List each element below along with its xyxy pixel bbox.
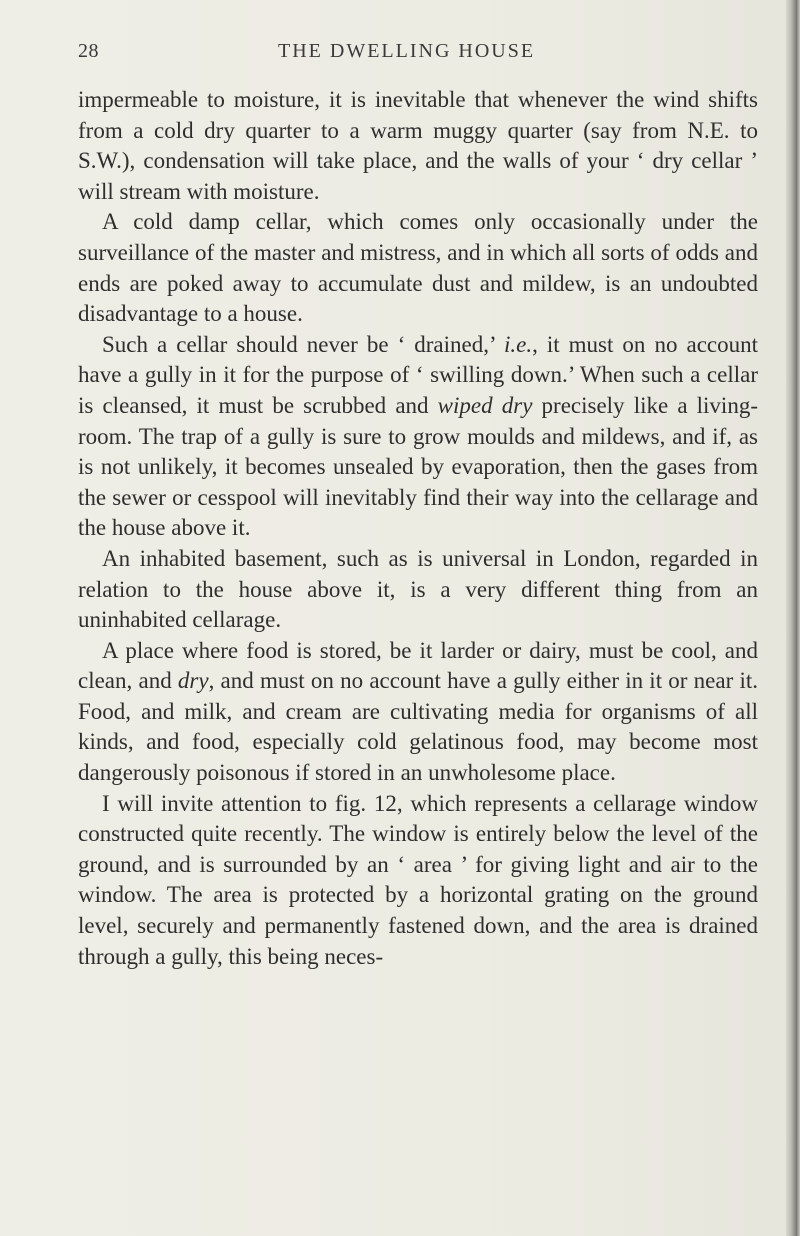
body-text xyxy=(78,85,758,972)
paragraph-3-part-2: , it must on no account have a gully in it for the purpose of ‘ swilling down.’ When such a cellar is cleansed, it must be scrubbed and xyxy=(78,331,758,418)
paragraph-5-part-1: A place where food is stored, be it larder or dairy, must be cool, and clean, and xyxy=(78,637,758,694)
page-number: 28 xyxy=(78,40,99,62)
page-header xyxy=(78,40,758,70)
paragraph-5 xyxy=(78,636,758,789)
paragraph-3-part-1: Such a cellar should never be ‘ drained,’ xyxy=(102,331,504,357)
paragraph-4: An inhabited basement, such as is universal in London, regarded in relation to the house above it, is a very different thing from an uninhabited cellarage. xyxy=(78,545,758,633)
paragraph-1: impermeable to moisture, it is inevitable that whenever the wind shifts from a cold dry quarter to a warm muggy quarter (say from N.E. to S.W.), condensation will take place, and the walls of your ‘ dry cellar ’ will stream with moisture. xyxy=(78,87,758,204)
page-binding-edge xyxy=(786,0,800,1236)
paragraph-2: A cold damp cellar, which comes only occasionally under the surveillance of the master and mistress, and in which all sorts of odds and ends are poked away to accumulate dust and mildew, is an undoubted disadvantage to a house. xyxy=(78,209,758,327)
paragraph-3 xyxy=(78,330,758,544)
paragraph-3-italic-1: i.e. xyxy=(503,331,533,357)
paragraph-5-italic-1: dry xyxy=(177,668,209,694)
paragraph-5-part-2: , and must on no account have a gully either in it or near it. Food, and milk, and cream are cultivating media for organisms of all kinds, and food, especially cold gelatinous food, may become most dangerously poisonous if stored in an unwholesome place. xyxy=(78,668,758,786)
paragraph-3-part-3: precisely like a living-room. The trap of a gully is sure to grow moulds and mildews, and if, as is not unlikely, it becomes unsealed by evaporation, then the gases from the sewer or cesspool will inevitably find their way into the cellarage and the house above it. xyxy=(78,392,758,541)
running-head: THE DWELLING HOUSE xyxy=(278,40,536,62)
paragraph-3-italic-2: wiped dry xyxy=(437,392,533,418)
paragraph-6: I will invite attention to fig. 12, which represents a cellarage window constructed quite recently. The window is entirely below the level of the ground, and is surrounded by an ‘ area ’ for giving light and air to the window. The area is protected by a horizontal grating on the ground level, securely and permanently fastened down, and the area is drained through a gully, this being neces- xyxy=(78,790,758,969)
